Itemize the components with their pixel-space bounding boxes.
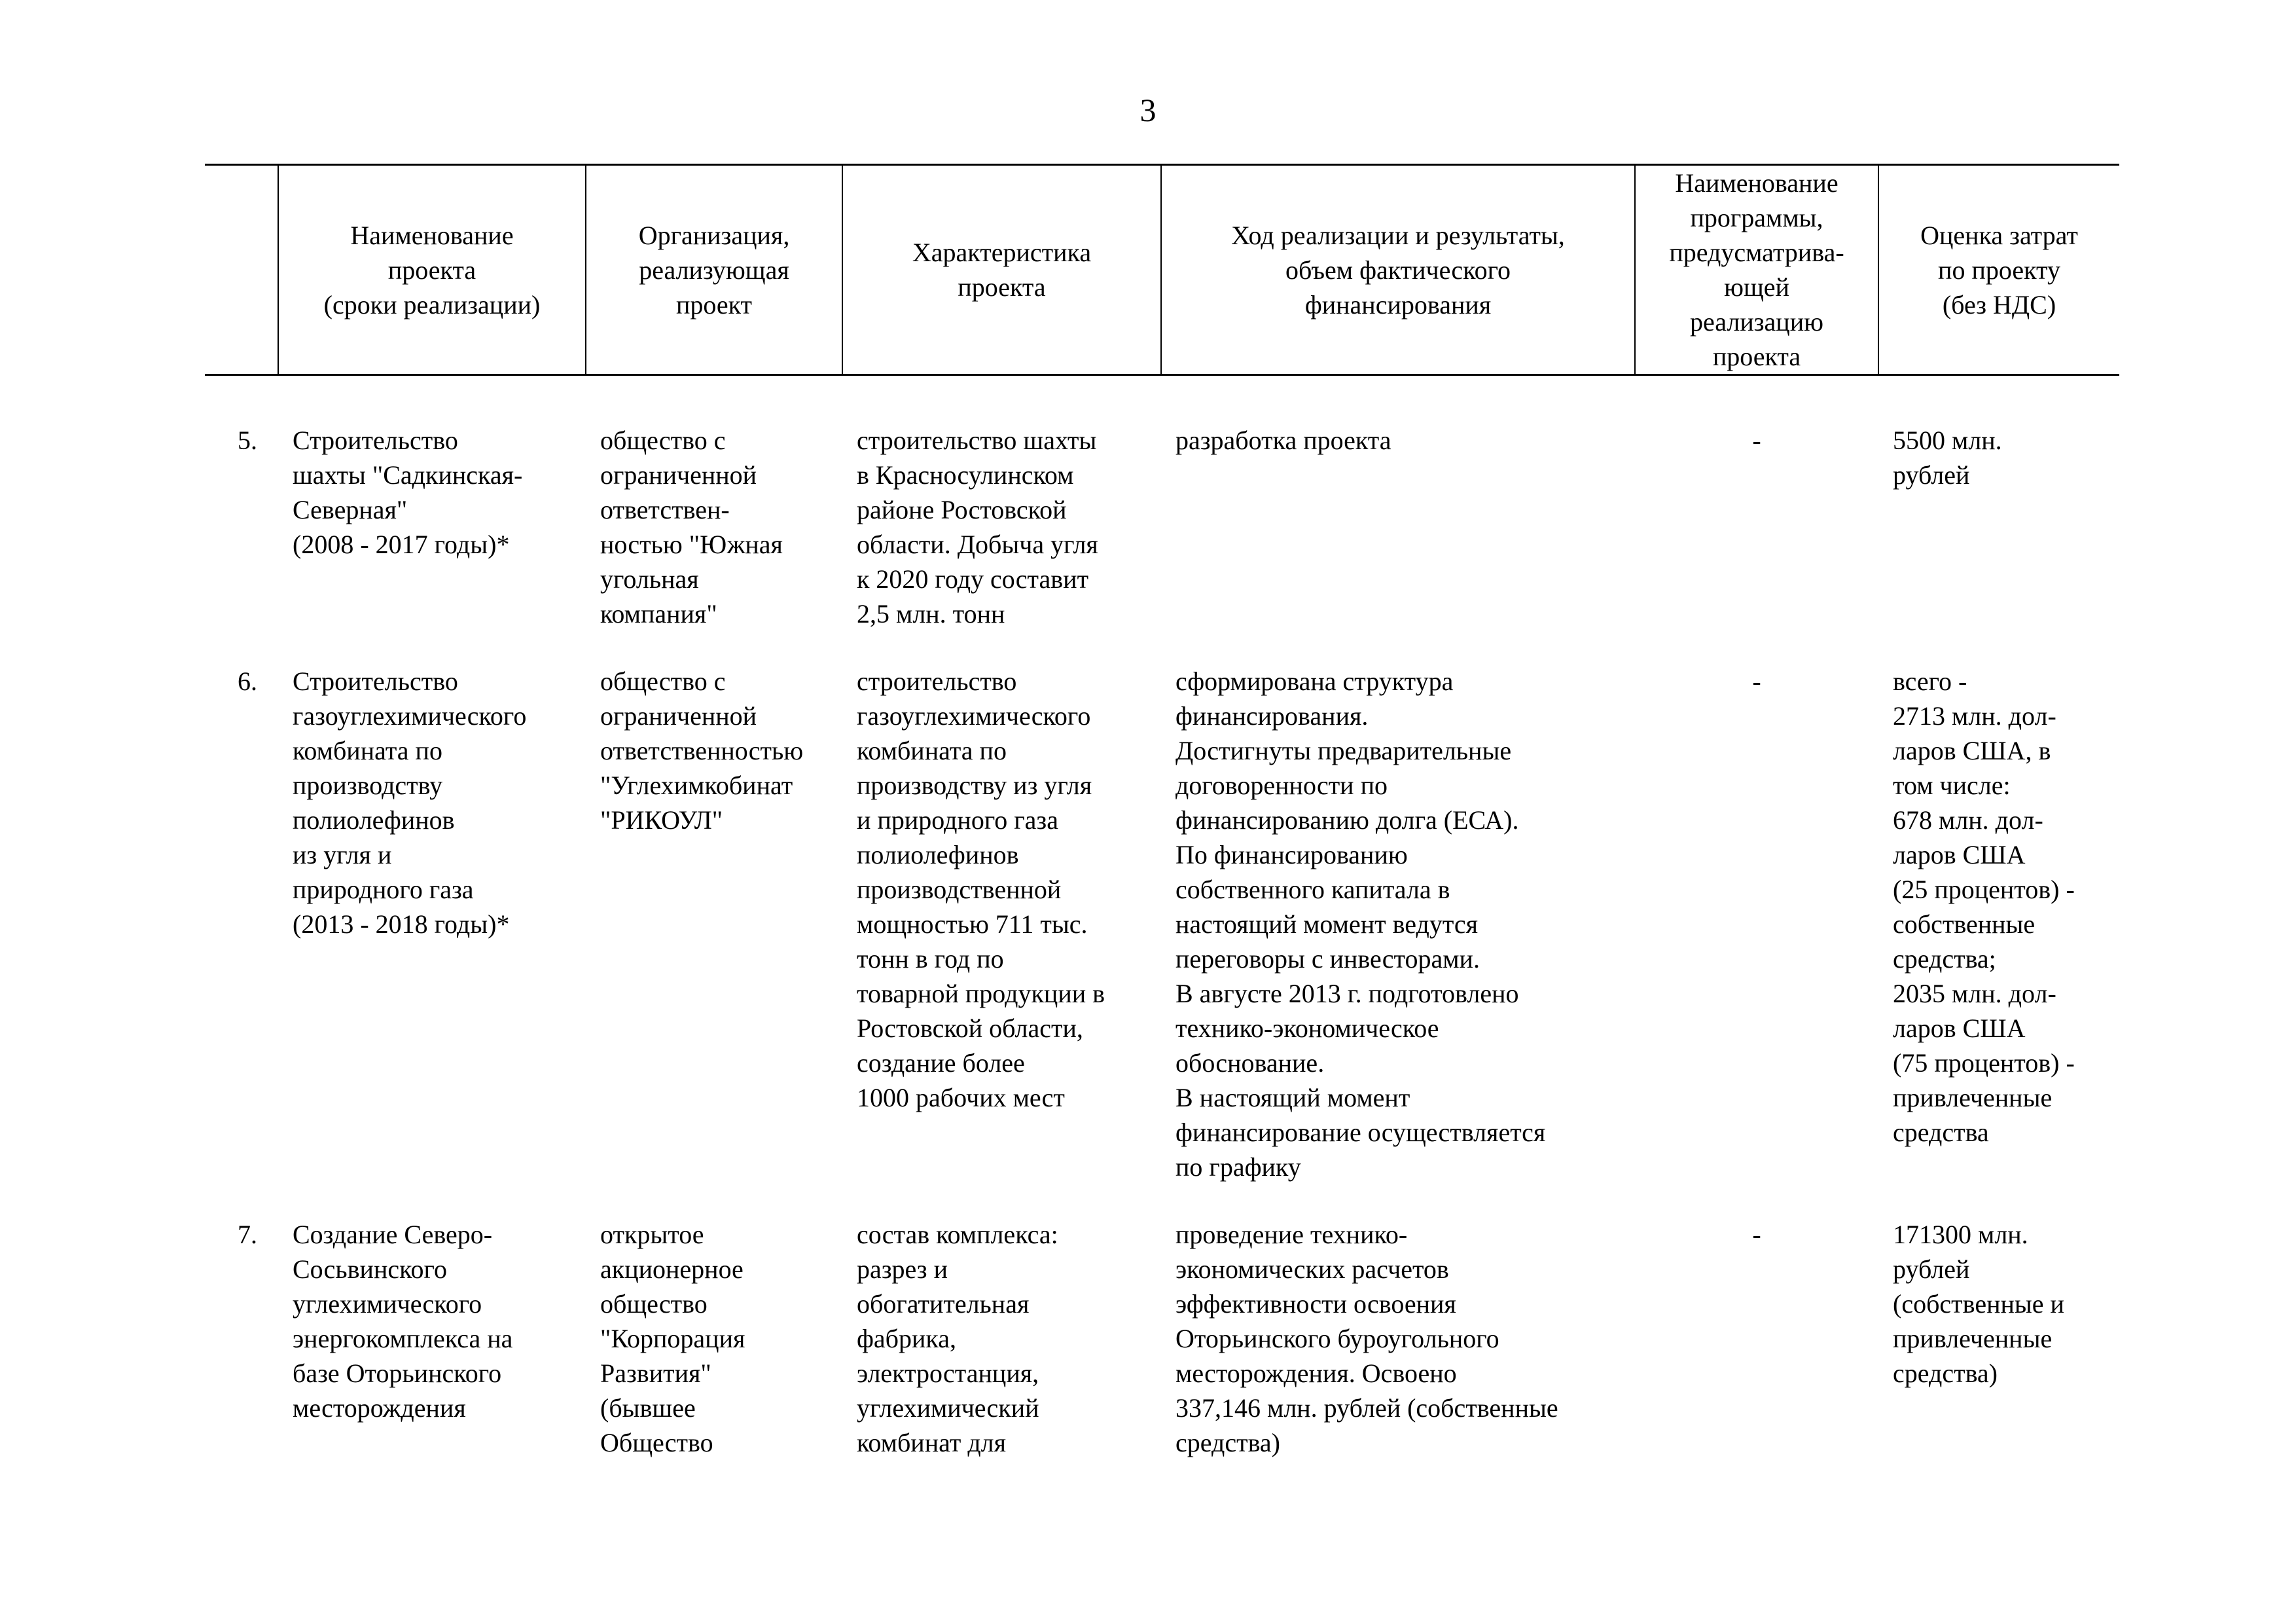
progress: сформирована структура финансирования. Достигнуты предварительные договоренности по финансированию долга (ЕСА). По финансированию собственного капитала в настоящий момент ведутся переговоры с инвесторами. В августе 2013 г. подготовлено технико-экономическое обоснование. В настоящий момент финансирование осуществляется по графику — [1175, 666, 1546, 1182]
cost: всего - 2713 млн. дол- ларов США, в том числе: 678 млн. дол- ларов США (25 процентов) - собственные средства; 2035 млн. дол- ларов США (75 процентов) - привлеченные средства — [1893, 666, 2075, 1147]
cost: 171300 млн. рублей (собственные и привлеченные средства) — [1893, 1220, 2064, 1388]
program: - — [1752, 1220, 1761, 1249]
organization: открытое акционерное общество "Корпорация Развития" (бывшее Общество — [600, 1220, 745, 1457]
header-characteristics: Характеристика проекта — [842, 165, 1161, 375]
organization: общество с ограниченной ответственностью "Углехимкобинат "РИКОУЛ" — [600, 666, 804, 835]
header-progress: Ход реализации и результаты, объем фактического финансирования — [1161, 165, 1635, 375]
row-number: 6. — [238, 666, 257, 696]
table-header-row — [205, 165, 2119, 375]
program: - — [1752, 666, 1761, 696]
project-name: Строительство шахты "Садкинская- Северная" (2008 - 2017 годы)* — [293, 426, 523, 559]
row-number: 5. — [238, 426, 257, 455]
page-number: 3 — [1139, 92, 1157, 128]
cost: 5500 млн. рублей — [1893, 426, 2002, 490]
characteristics: строительство шахты в Красносулинском районе Ростовской области. Добыча угля к 2020 году составит 2,5 млн. тонн — [857, 426, 1098, 629]
table-row — [205, 1217, 2119, 1460]
table-row — [205, 664, 2119, 1184]
projects-table — [205, 164, 2119, 1460]
progress: проведение технико- экономических расчетов эффективности освоения Оторьинского буроугольного месторождения. Освоено 337,146 млн. рублей (собственные средства) — [1175, 1220, 1558, 1457]
progress: разработка проекта — [1175, 426, 1391, 455]
program: - — [1752, 426, 1761, 455]
characteristics: строительство газоуглехимического комбината по производству из угля и природного газа полиолефинов производственной мощностью 711 тыс. тонн в год по товарной продукции в Ростовской области, создание более 1000 рабочих мест — [857, 666, 1105, 1112]
header-number — [205, 165, 278, 375]
header-organization: Организация, реализующая проект — [586, 165, 842, 375]
header-project-name: Наименование проекта (сроки реализации) — [278, 165, 586, 375]
characteristics: состав комплекса: разрез и обогатительная фабрика, электростанция, углехимический комбинат для — [857, 1220, 1058, 1457]
header-cost: Оценка затрат по проекту (без НДС) — [1878, 165, 2119, 375]
header-program: Наименование программы, предусматрива- ющей реализацию проекта — [1635, 165, 1878, 375]
project-name: Создание Северо- Сосьвинского углехимического энергокомплекса на базе Оторьинского месторождения — [293, 1220, 513, 1423]
project-name: Строительство газоуглехимического комбината по производству полиолефинов из угля и природного газа (2013 - 2018 годы)* — [293, 666, 527, 939]
table-row — [205, 423, 2119, 631]
row-number: 7. — [238, 1220, 257, 1249]
organization: общество с ограниченной ответствен- ностью "Южная угольная компания" — [600, 426, 783, 629]
